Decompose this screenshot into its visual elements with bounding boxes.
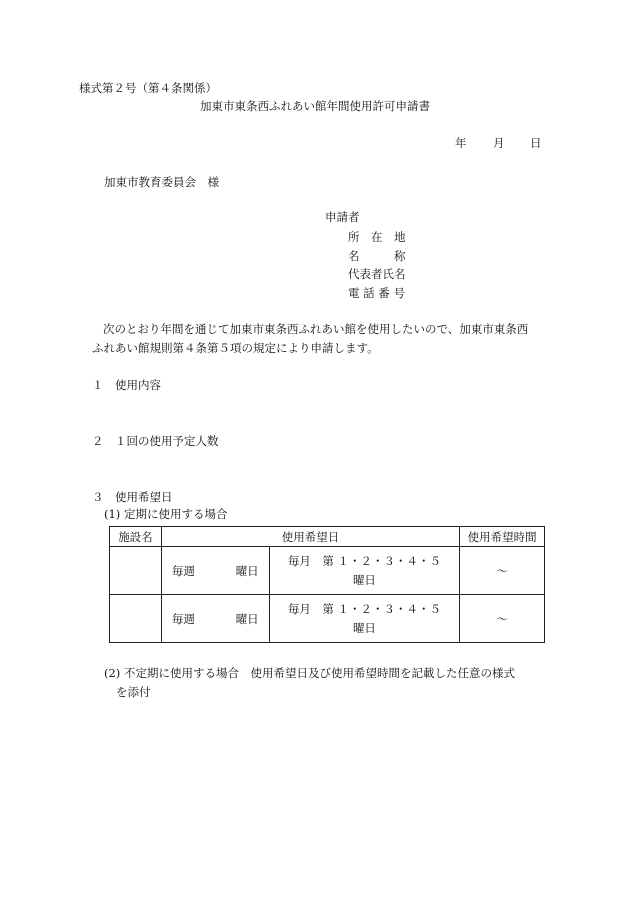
applicant-representative-label: 代表者氏名 <box>348 267 406 281</box>
date-day: 日 <box>530 136 542 150</box>
section-3-heading: ３ 使用希望日 <box>92 490 173 504</box>
form-number: 様式第２号（第４条関係） <box>79 81 217 95</box>
addressee: 加東市教育委員会 様 <box>104 175 219 189</box>
section-2-heading: ２ １回の使用予定人数 <box>92 434 219 448</box>
table-header-row <box>110 527 545 547</box>
usage-schedule-table <box>109 526 545 643</box>
weekly-label: 毎週 <box>171 563 195 578</box>
facility-cell <box>110 595 162 643</box>
monthly-cell <box>269 595 460 643</box>
weekly-cell <box>161 547 269 595</box>
time-cell: ～ <box>460 595 545 643</box>
applicant-label: 申請者 <box>325 210 360 224</box>
facility-cell <box>110 547 162 595</box>
weekly-cell <box>161 595 269 643</box>
section-3-2-line-1: (2) 不定期に使用する場合 使用希望日及び使用希望時間を記載した任意の様式 <box>104 666 515 680</box>
body-line-1: 次のとおり年間を通じて加東市東条西ふれあい館を使用したいので、加東市東条西 <box>103 322 529 336</box>
document-title: 加東市東条西ふれあい館年間使用許可申請書 <box>200 99 430 113</box>
weekly-label: 毎週 <box>171 611 195 626</box>
table-row <box>110 595 545 643</box>
table-row <box>110 547 545 595</box>
monthly-weekday-label: 曜日 <box>352 620 376 635</box>
weekday-label: 曜日 <box>235 563 259 578</box>
header-desired-date: 使用希望日 <box>161 527 459 547</box>
date-year: 年 <box>455 136 467 150</box>
section-1-heading: １ 使用内容 <box>92 378 161 392</box>
applicant-address-label: 所 在 地 <box>348 230 406 244</box>
section-3-1-heading: (1) 定期に使用する場合 <box>104 507 228 521</box>
time-cell: ～ <box>460 547 545 595</box>
weekday-label: 曜日 <box>235 611 259 626</box>
applicant-name-label: 名 称 <box>348 249 406 263</box>
applicant-phone-label: 電 話 番 号 <box>348 286 405 300</box>
monthly-label: 毎月 第 １・２・３・４・５ <box>287 553 442 568</box>
monthly-weekday-label: 曜日 <box>352 572 376 587</box>
header-desired-time: 使用希望時間 <box>460 527 545 547</box>
body-line-2: ふれあい館規則第４条第５項の規定により申請します。 <box>92 341 379 355</box>
header-facility-name: 施設名 <box>110 527 162 547</box>
monthly-cell <box>269 547 460 595</box>
monthly-label: 毎月 第 １・２・３・４・５ <box>287 601 442 616</box>
section-3-2-line-2: を添付 <box>116 685 151 699</box>
date-month: 月 <box>493 136 505 150</box>
